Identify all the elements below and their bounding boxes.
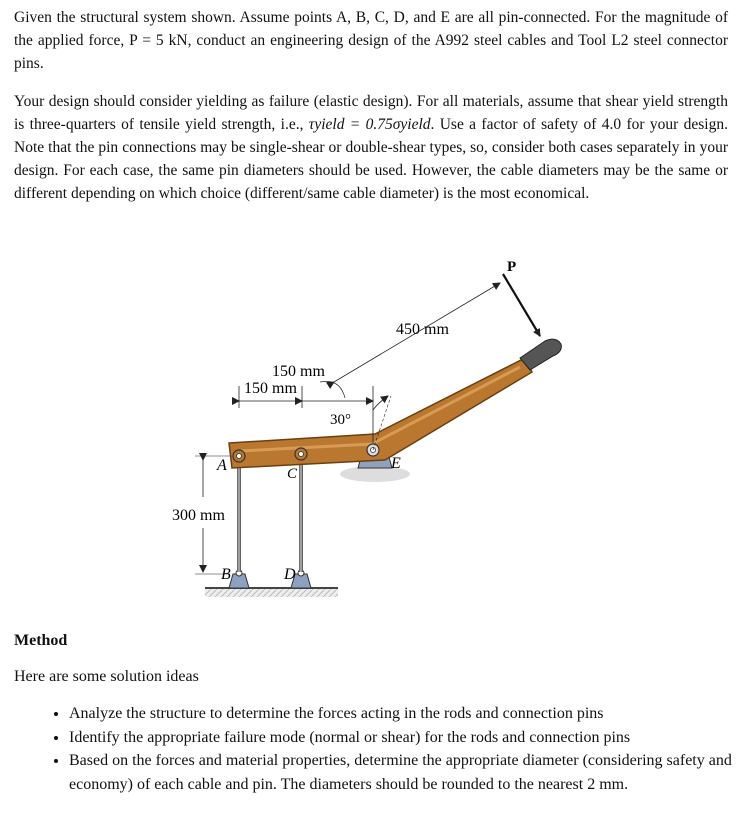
problem-paragraph-1: Given the structural system shown. Assume points A, B, C, D, and E are all pin-connected. For the magnitude of the applied force, P = 5 kN, conduct an engineering design of the A992 steel cables and Tool L2 steel connector pins. [14,9,728,72]
angle-arc [373,396,388,410]
shear-yield-formula: τyield = 0.75σyield [308,116,431,133]
dim-450: 450 mm [396,321,449,338]
angle-30: 30° [330,412,351,428]
point-E: E [391,455,401,472]
force-P-arrow [503,274,540,336]
list-item: • Analyze the structure to determine the forces acting in the rods and connection pins [69,702,737,726]
point-D: D [284,566,296,583]
method-heading: Method [14,632,68,649]
dim-150-bottom: 150 mm [244,380,297,397]
dim-150-top: 150 mm [272,363,325,380]
dim-300: 300 mm [172,507,225,524]
problem-text-a: Your design should consider yielding as failure (elastic design). For all materials, assume that shear yield strength is three-quarters of tensile yield strength, i.e., [14,93,728,133]
label-P: P [507,259,517,275]
method-intro: Here are some solution ideas [14,668,199,685]
point-A: A [217,457,227,474]
ground-bottom [205,588,338,597]
problem-paragraph-2 [14,90,728,205]
point-B: B [221,566,231,583]
solution-ideas-list [36,702,737,796]
cable-CD [299,464,303,572]
structure-figure [0,248,737,620]
point-C: C [287,466,298,482]
list-item: • Identify the appropriate failure mode (normal or shear) for the rods and connection pins [69,726,737,750]
problem-text-b: . Use a factor of safety of 4.0 for your design. Note that the pin connections may be single-shear or double-shear types, so, consider both cases separately in your design. For each case, the same pin diameters should be used. However, the cable diameters may be the same or different depending on which choice (different/same cable diameter) is the most economical. [14,116,728,202]
list-item: • Based on the forces and material properties, determine the appropriate diameter (considering safety and economy) of each cable and pin. The diameters should be rounded to the nearest 2 mm. [69,749,737,796]
lever-handle [520,339,561,370]
cable-AB [237,464,241,572]
